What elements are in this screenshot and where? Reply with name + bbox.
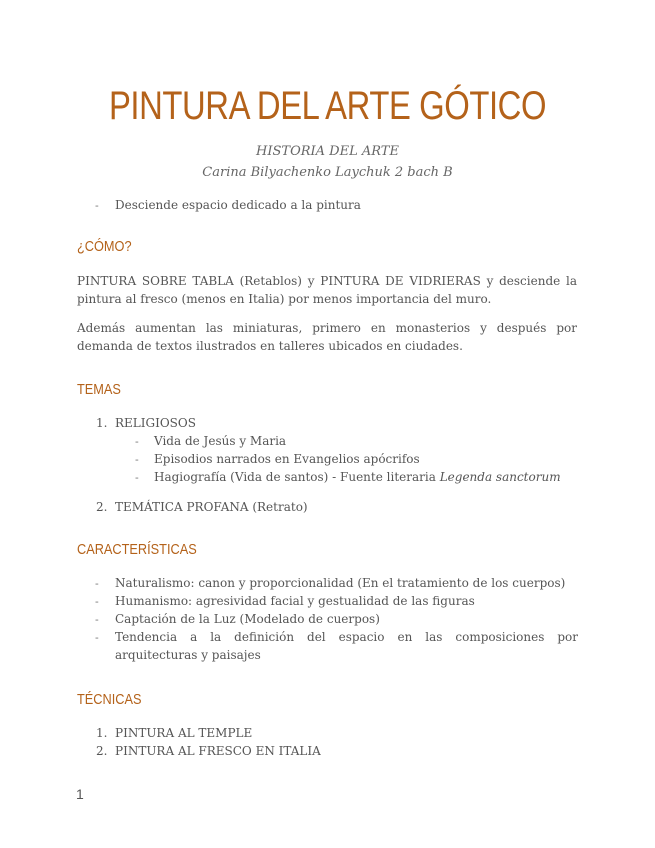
caracteristicas-item: Humanismo: agresividad facial y gestualidad de las figuras bbox=[115, 594, 475, 608]
bullet-mark: - bbox=[135, 435, 139, 448]
tecnicas-item-number: 2. bbox=[96, 744, 108, 758]
temas-item-number: 1. bbox=[96, 416, 108, 430]
bullet-mark: - bbox=[95, 199, 99, 212]
temas-sub-item: Vida de Jesús y Maria bbox=[154, 434, 287, 448]
document-title: PINTURA DEL ARTE GÓTICO bbox=[108, 84, 547, 128]
bullet-mark: - bbox=[95, 631, 99, 644]
temas-item-profana: TEMÁTICA PROFANA (Retrato) bbox=[115, 500, 308, 514]
tecnicas-item-number: 1. bbox=[96, 726, 108, 740]
como-paragraph-2: Además aumentan las miniaturas, primero en monasterios y después por demanda de textos ilustrados en talleres ubicados en ciudades. bbox=[77, 321, 577, 353]
bullet-mark: - bbox=[95, 595, 99, 608]
temas-item-religiosos: RELIGIOSOS bbox=[115, 416, 196, 430]
temas-item-number: 2. bbox=[96, 500, 108, 514]
bullet-mark: - bbox=[95, 577, 99, 590]
temas-sub-item: Episodios narrados en Evangelios apócrifos bbox=[154, 452, 420, 466]
page-number: 1 bbox=[76, 786, 84, 802]
heading-caracteristicas: CARACTERÍSTICAS bbox=[77, 541, 197, 558]
legenda-sanctorum-text: Legenda sanctorum bbox=[439, 470, 561, 484]
tecnicas-item-fresco: PINTURA AL FRESCO EN ITALIA bbox=[115, 744, 321, 758]
tecnicas-item-temple: PINTURA AL TEMPLE bbox=[115, 726, 253, 740]
hagiografia-text: Hagiografía (Vida de santos) - Fuente literaria bbox=[154, 470, 440, 484]
heading-tecnicas: TÉCNICAS bbox=[77, 691, 142, 708]
como-paragraph-1: PINTURA SOBRE TABLA (Retablos) y PINTURA DE VIDRIERAS y desciende la pintura al fresco (menos en Italia) por menos importancia del muro. bbox=[77, 274, 577, 306]
bullet-mark: - bbox=[95, 613, 99, 626]
caracteristicas-item: Tendencia a la definición del espacio en las composiciones por arquitecturas y paisajes bbox=[115, 630, 578, 662]
caracteristicas-item: Captación de la Luz (Modelado de cuerpos) bbox=[115, 612, 380, 626]
heading-como: ¿CÓMO? bbox=[77, 238, 132, 255]
subtitle-course: HISTORIA DEL ARTE bbox=[256, 144, 399, 159]
heading-temas: TEMAS bbox=[77, 381, 121, 398]
temas-sub-item-hagiografia bbox=[154, 468, 561, 486]
bullet-mark: - bbox=[135, 471, 139, 484]
subtitle-author: Carina Bilyachenko Laychuk 2 bach B bbox=[202, 165, 453, 180]
bullet-mark: - bbox=[135, 453, 139, 466]
caracteristicas-item: Naturalismo: canon y proporcionalidad (En el tratamiento de los cuerpos) bbox=[115, 576, 566, 590]
intro-bullet-text: Desciende espacio dedicado a la pintura bbox=[115, 198, 361, 212]
